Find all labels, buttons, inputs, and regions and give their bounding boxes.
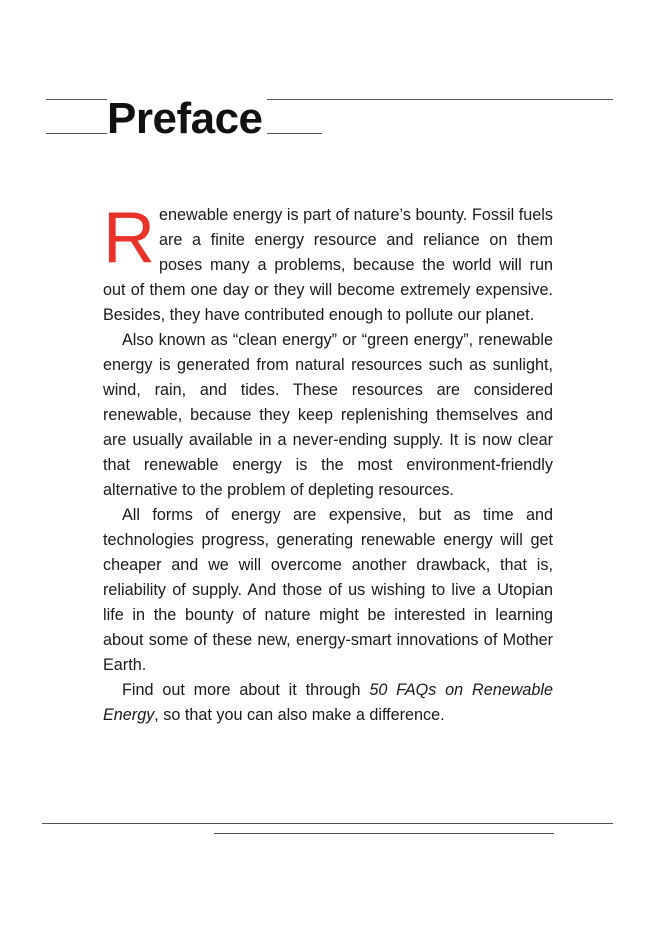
paragraph-1 — [103, 198, 553, 328]
paragraph-4 — [103, 678, 553, 728]
paragraph-4-lead: Find out more about it through — [122, 681, 370, 699]
paragraph-3: All forms of energy are expensive, but as time and technologies progress, generating renewable energy will get cheaper and we will overcome another drawback, that is, reliability of supply. And those of us wishing to live a Utopian life in the bounty of nature might be interested in learning about some of these new, energy-smart innovations of Mother Earth. — [103, 506, 553, 674]
page-title: Preface — [107, 94, 267, 144]
preface-body — [103, 198, 553, 728]
footer-rule — [214, 833, 554, 834]
paragraph-2: Also known as “clean energy” or “green energy”, renewable energy is generated from natural resources such as sunlight, wind, rain, and tides. These resources are considered renewable, because they keep replenishing themselves and are usually available in a never-ending supply. It is now clear that renewable energy is the most environment-friendly alternative to the problem of depleting resources. — [103, 331, 553, 499]
bottom-rule — [42, 823, 613, 824]
paragraph-1-text: enewable energy is part of nature’s bounty. Fossil fuels are a finite energy resource and reliance on them poses many a problems, because the world will run out of them one day or they will become extremely expensive. Besides, they have contributed enough to pollute our planet. — [103, 206, 553, 324]
paragraph-4-tail: , so that you can also make a difference. — [154, 706, 445, 724]
drop-cap: R — [103, 198, 155, 278]
book-title: 50 FAQs on Renewable Energy — [103, 681, 553, 724]
